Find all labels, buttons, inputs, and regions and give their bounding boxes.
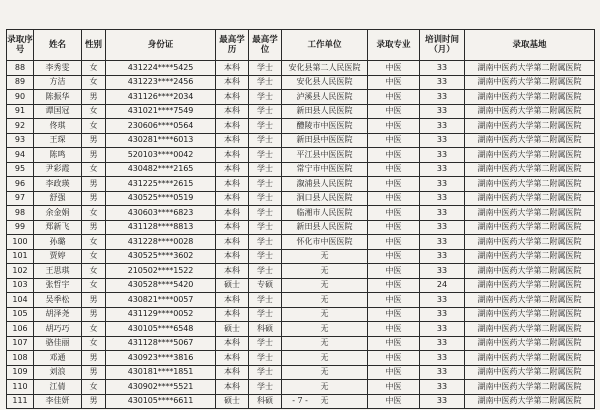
cell-major: 中医	[368, 322, 420, 337]
cell-months: 33	[420, 307, 465, 322]
table-row	[7, 264, 595, 279]
cell-months: 33	[420, 104, 465, 119]
cell-no: 111	[7, 394, 34, 409]
cell-major: 中医	[368, 394, 420, 409]
table-row	[7, 235, 595, 250]
cell-degree: 学士	[249, 148, 282, 163]
cell-no: 107	[7, 336, 34, 351]
cell-id-number: 431021****7549	[106, 104, 216, 119]
cell-employer: 泸溪县人民医院	[282, 90, 368, 105]
cell-major: 中医	[368, 293, 420, 308]
cell-no: 95	[7, 162, 34, 177]
cell-gender: 男	[82, 90, 106, 105]
cell-employer: 无	[282, 322, 368, 337]
cell-education: 本科	[216, 336, 249, 351]
cell-major: 中医	[368, 220, 420, 235]
cell-id-number: 431224****5425	[106, 61, 216, 76]
cell-months: 33	[420, 133, 465, 148]
cell-name: 李秀雯	[34, 61, 82, 76]
col-header-degree: 最高学位	[249, 30, 282, 61]
cell-employer: 无	[282, 278, 368, 293]
cell-months: 33	[420, 220, 465, 235]
cell-base: 湖南中医药大学第二附属医院	[465, 104, 595, 119]
cell-id-number: 431228****0028	[106, 235, 216, 250]
table-row	[7, 75, 595, 90]
cell-degree: 学士	[249, 336, 282, 351]
table-row	[7, 380, 595, 395]
cell-months: 33	[420, 264, 465, 279]
cell-employer: 平江县中医医院	[282, 148, 368, 163]
cell-name: 吴季松	[34, 293, 82, 308]
cell-base: 湖南中医药大学第二附属医院	[465, 90, 595, 105]
cell-id-number: 431126****2034	[106, 90, 216, 105]
table-row	[7, 351, 595, 366]
table-row	[7, 206, 595, 221]
cell-major: 中医	[368, 90, 420, 105]
cell-months: 33	[420, 235, 465, 250]
cell-name: 余金娟	[34, 206, 82, 221]
cell-base: 湖南中医药大学第二附属医院	[465, 380, 595, 395]
cell-degree: 学士	[249, 61, 282, 76]
cell-gender: 男	[82, 191, 106, 206]
cell-degree: 学士	[249, 235, 282, 250]
cell-degree: 学士	[249, 264, 282, 279]
cell-degree: 学士	[249, 119, 282, 134]
header-row	[7, 30, 595, 61]
cell-employer: 无	[282, 394, 368, 409]
cell-no: 99	[7, 220, 34, 235]
roster-body	[7, 61, 595, 409]
cell-name: 胡泽尧	[34, 307, 82, 322]
cell-name: 骆佳丽	[34, 336, 82, 351]
cell-education: 本科	[216, 177, 249, 192]
cell-education: 本科	[216, 133, 249, 148]
cell-base: 湖南中医药大学第二附属医院	[465, 162, 595, 177]
cell-months: 33	[420, 119, 465, 134]
cell-id-number: 430525****0519	[106, 191, 216, 206]
cell-id-number: 430105****6611	[106, 394, 216, 409]
cell-id-number: 430525****3602	[106, 249, 216, 264]
cell-no: 105	[7, 307, 34, 322]
cell-id-number: 520103****0042	[106, 148, 216, 163]
cell-gender: 男	[82, 177, 106, 192]
table-row	[7, 104, 595, 119]
cell-base: 湖南中医药大学第二附属医院	[465, 133, 595, 148]
cell-gender: 女	[82, 206, 106, 221]
cell-months: 24	[420, 278, 465, 293]
cell-no: 98	[7, 206, 34, 221]
cell-no: 108	[7, 351, 34, 366]
cell-major: 中医	[368, 191, 420, 206]
cell-id-number: 431223****2456	[106, 75, 216, 90]
cell-months: 33	[420, 351, 465, 366]
cell-no: 110	[7, 380, 34, 395]
cell-no: 103	[7, 278, 34, 293]
cell-education: 硕士	[216, 322, 249, 337]
cell-id-number: 431128****5067	[106, 336, 216, 351]
cell-education: 本科	[216, 351, 249, 366]
cell-major: 中医	[368, 249, 420, 264]
cell-no: 94	[7, 148, 34, 163]
cell-major: 中医	[368, 336, 420, 351]
cell-base: 湖南中医药大学第二附属医院	[465, 336, 595, 351]
cell-months: 33	[420, 148, 465, 163]
cell-employer: 新田县人民医院	[282, 104, 368, 119]
cell-employer: 新田县人民医院	[282, 220, 368, 235]
cell-major: 中医	[368, 206, 420, 221]
cell-gender: 女	[82, 104, 106, 119]
cell-base: 湖南中医药大学第二附属医院	[465, 148, 595, 163]
cell-employer: 安化县人民医院	[282, 75, 368, 90]
cell-gender: 女	[82, 264, 106, 279]
cell-degree: 科硕	[249, 394, 282, 409]
cell-gender: 女	[82, 75, 106, 90]
cell-degree: 学士	[249, 90, 282, 105]
cell-degree: 专硕	[249, 278, 282, 293]
cell-base: 湖南中医药大学第二附属医院	[465, 394, 595, 409]
col-header-gender: 性别	[82, 30, 106, 61]
cell-education: 本科	[216, 119, 249, 134]
cell-name: 贾婷	[34, 249, 82, 264]
table-row	[7, 119, 595, 134]
col-header-months: 培训时间（月）	[420, 30, 465, 61]
cell-no: 88	[7, 61, 34, 76]
cell-gender: 男	[82, 351, 106, 366]
cell-major: 中医	[368, 75, 420, 90]
cell-education: 本科	[216, 148, 249, 163]
cell-no: 102	[7, 264, 34, 279]
cell-months: 33	[420, 206, 465, 221]
cell-base: 湖南中医药大学第二附属医院	[465, 61, 595, 76]
cell-gender: 男	[82, 365, 106, 380]
cell-id-number: 230606****0564	[106, 119, 216, 134]
col-header-employer: 工作单位	[282, 30, 368, 61]
cell-name: 江倩	[34, 380, 82, 395]
cell-degree: 学士	[249, 191, 282, 206]
cell-gender: 男	[82, 220, 106, 235]
cell-months: 33	[420, 162, 465, 177]
cell-no: 109	[7, 365, 34, 380]
cell-name: 刘浪	[34, 365, 82, 380]
cell-months: 33	[420, 394, 465, 409]
cell-name: 谭国冠	[34, 104, 82, 119]
cell-employer: 常宁市中医医院	[282, 162, 368, 177]
table-row	[7, 293, 595, 308]
cell-employer: 新田县中医医院	[282, 133, 368, 148]
cell-education: 本科	[216, 307, 249, 322]
cell-no: 89	[7, 75, 34, 90]
cell-name: 郑新飞	[34, 220, 82, 235]
page-number: - 7 -	[292, 396, 308, 405]
cell-education: 本科	[216, 61, 249, 76]
cell-employer: 无	[282, 293, 368, 308]
table-row	[7, 278, 595, 293]
col-header-major: 录取专业	[368, 30, 420, 61]
cell-id-number: 431129****0052	[106, 307, 216, 322]
cell-months: 33	[420, 322, 465, 337]
cell-employer: 临湘市人民医院	[282, 206, 368, 221]
cell-education: 硕士	[216, 278, 249, 293]
cell-gender: 女	[82, 249, 106, 264]
cell-education: 本科	[216, 206, 249, 221]
cell-major: 中医	[368, 365, 420, 380]
cell-education: 本科	[216, 264, 249, 279]
cell-major: 中医	[368, 235, 420, 250]
cell-id-number: 430923****3816	[106, 351, 216, 366]
cell-no: 93	[7, 133, 34, 148]
cell-employer: 无	[282, 351, 368, 366]
cell-base: 湖南中医药大学第二附属医院	[465, 191, 595, 206]
cell-employer: 无	[282, 249, 368, 264]
cell-major: 中医	[368, 104, 420, 119]
cell-name: 舒强	[34, 191, 82, 206]
cell-base: 湖南中医药大学第二附属医院	[465, 206, 595, 221]
cell-major: 中医	[368, 133, 420, 148]
cell-gender: 女	[82, 322, 106, 337]
cell-gender: 女	[82, 61, 106, 76]
col-header-name: 姓名	[34, 30, 82, 61]
cell-employer: 安化县第二人民医院	[282, 61, 368, 76]
cell-base: 湖南中医药大学第二附属医院	[465, 119, 595, 134]
cell-degree: 学士	[249, 249, 282, 264]
table-row	[7, 249, 595, 264]
cell-no: 91	[7, 104, 34, 119]
cell-employer: 怀化市中医医院	[282, 235, 368, 250]
cell-education: 硕士	[216, 394, 249, 409]
cell-months: 33	[420, 75, 465, 90]
cell-id-number: 210502****1522	[106, 264, 216, 279]
table-row	[7, 148, 595, 163]
table-row	[7, 336, 595, 351]
cell-employer: 无	[282, 365, 368, 380]
cell-major: 中医	[368, 148, 420, 163]
cell-no: 100	[7, 235, 34, 250]
cell-degree: 学士	[249, 162, 282, 177]
cell-major: 中医	[368, 278, 420, 293]
cell-employer: 无	[282, 307, 368, 322]
cell-degree: 学士	[249, 307, 282, 322]
cell-degree: 学士	[249, 380, 282, 395]
cell-months: 33	[420, 380, 465, 395]
cell-education: 本科	[216, 104, 249, 119]
cell-degree: 学士	[249, 365, 282, 380]
cell-education: 本科	[216, 380, 249, 395]
table-row	[7, 220, 595, 235]
cell-education: 本科	[216, 293, 249, 308]
cell-degree: 学士	[249, 206, 282, 221]
cell-employer: 溆浦县人民医院	[282, 177, 368, 192]
col-header-no: 录取序号	[7, 30, 34, 61]
table-row	[7, 365, 595, 380]
cell-degree: 学士	[249, 133, 282, 148]
cell-months: 33	[420, 191, 465, 206]
cell-months: 33	[420, 336, 465, 351]
cell-degree: 学士	[249, 177, 282, 192]
cell-base: 湖南中医药大学第二附属医院	[465, 75, 595, 90]
table-row	[7, 90, 595, 105]
col-header-education: 最高学历	[216, 30, 249, 61]
cell-education: 本科	[216, 191, 249, 206]
cell-education: 本科	[216, 90, 249, 105]
cell-employer: 无	[282, 336, 368, 351]
cell-degree: 学士	[249, 293, 282, 308]
cell-employer: 洞口县人民医院	[282, 191, 368, 206]
cell-degree: 学士	[249, 75, 282, 90]
cell-gender: 男	[82, 133, 106, 148]
cell-gender: 女	[82, 162, 106, 177]
cell-id-number: 431128****8813	[106, 220, 216, 235]
cell-base: 湖南中医药大学第二附属医院	[465, 293, 595, 308]
cell-name: 王思琪	[34, 264, 82, 279]
cell-id-number: 430105****6548	[106, 322, 216, 337]
cell-base: 湖南中医药大学第二附属医院	[465, 177, 595, 192]
cell-months: 33	[420, 61, 465, 76]
cell-no: 104	[7, 293, 34, 308]
cell-major: 中医	[368, 162, 420, 177]
cell-name: 张哲宇	[34, 278, 82, 293]
cell-no: 90	[7, 90, 34, 105]
admission-roster-table	[6, 29, 595, 409]
cell-employer: 无	[282, 380, 368, 395]
cell-base: 湖南中医药大学第二附属医院	[465, 278, 595, 293]
cell-gender: 女	[82, 235, 106, 250]
cell-months: 33	[420, 249, 465, 264]
cell-education: 本科	[216, 75, 249, 90]
cell-id-number: 430902****5521	[106, 380, 216, 395]
cell-education: 本科	[216, 249, 249, 264]
cell-gender: 女	[82, 336, 106, 351]
cell-name: 李佳妍	[34, 394, 82, 409]
cell-gender: 女	[82, 278, 106, 293]
cell-base: 湖南中医药大学第二附属医院	[465, 264, 595, 279]
cell-no: 92	[7, 119, 34, 134]
cell-base: 湖南中医药大学第二附属医院	[465, 351, 595, 366]
cell-gender: 男	[82, 293, 106, 308]
table-row	[7, 61, 595, 76]
cell-id-number: 430281****6013	[106, 133, 216, 148]
cell-employer: 醴陵市中医医院	[282, 119, 368, 134]
cell-name: 孙璐	[34, 235, 82, 250]
cell-name: 邓通	[34, 351, 82, 366]
cell-no: 106	[7, 322, 34, 337]
cell-name: 王琛	[34, 133, 82, 148]
cell-months: 33	[420, 293, 465, 308]
cell-base: 湖南中医药大学第二附属医院	[465, 365, 595, 380]
cell-major: 中医	[368, 351, 420, 366]
cell-months: 33	[420, 90, 465, 105]
cell-major: 中医	[368, 264, 420, 279]
cell-degree: 学士	[249, 104, 282, 119]
cell-base: 湖南中医药大学第二附属医院	[465, 307, 595, 322]
cell-degree: 科硕	[249, 322, 282, 337]
cell-base: 湖南中医药大学第二附属医院	[465, 249, 595, 264]
col-header-id: 身份证	[106, 30, 216, 61]
cell-degree: 学士	[249, 220, 282, 235]
cell-name: 李政瑛	[34, 177, 82, 192]
cell-gender: 女	[82, 119, 106, 134]
cell-months: 33	[420, 365, 465, 380]
cell-major: 中医	[368, 61, 420, 76]
cell-degree: 学士	[249, 351, 282, 366]
cell-name: 陈振华	[34, 90, 82, 105]
cell-education: 本科	[216, 162, 249, 177]
cell-id-number: 430821****0057	[106, 293, 216, 308]
cell-base: 湖南中医药大学第二附属医院	[465, 220, 595, 235]
cell-name: 胡巧巧	[34, 322, 82, 337]
cell-id-number: 430181****1851	[106, 365, 216, 380]
cell-id-number: 430528****5420	[106, 278, 216, 293]
cell-employer: 无	[282, 264, 368, 279]
cell-major: 中医	[368, 177, 420, 192]
cell-gender: 男	[82, 307, 106, 322]
table-row	[7, 307, 595, 322]
cell-no: 101	[7, 249, 34, 264]
cell-major: 中医	[368, 119, 420, 134]
cell-name: 方洁	[34, 75, 82, 90]
cell-id-number: 430603****6823	[106, 206, 216, 221]
table-row	[7, 322, 595, 337]
table-row	[7, 177, 595, 192]
table-row	[7, 162, 595, 177]
cell-gender: 女	[82, 380, 106, 395]
table-row	[7, 191, 595, 206]
cell-base: 湖南中医药大学第二附属医院	[465, 322, 595, 337]
cell-education: 本科	[216, 235, 249, 250]
cell-gender: 男	[82, 148, 106, 163]
cell-major: 中医	[368, 307, 420, 322]
cell-id-number: 431225****2615	[106, 177, 216, 192]
cell-months: 33	[420, 177, 465, 192]
cell-education: 本科	[216, 365, 249, 380]
cell-no: 97	[7, 191, 34, 206]
table-row	[7, 133, 595, 148]
cell-base: 湖南中医药大学第二附属医院	[465, 235, 595, 250]
cell-name: 陈鸣	[34, 148, 82, 163]
cell-name: 尹彩霞	[34, 162, 82, 177]
cell-major: 中医	[368, 380, 420, 395]
cell-gender: 男	[82, 394, 106, 409]
cell-no: 96	[7, 177, 34, 192]
cell-education: 本科	[216, 220, 249, 235]
col-header-base: 录取基地	[465, 30, 595, 61]
cell-name: 佟琪	[34, 119, 82, 134]
cell-id-number: 430482****2165	[106, 162, 216, 177]
